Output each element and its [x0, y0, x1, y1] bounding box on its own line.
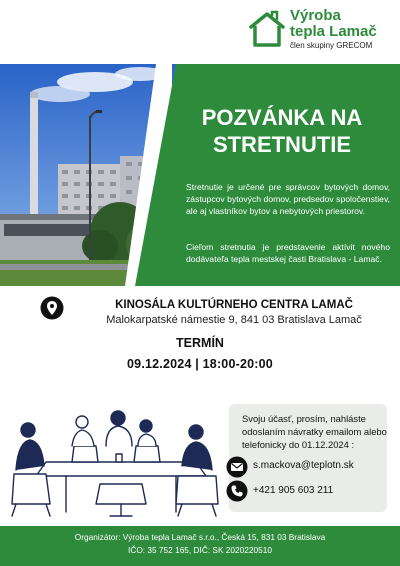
logo-subtitle: člen skupiny GRECOM	[290, 41, 373, 50]
venue-address: Malokarpatské námestie 9, 841 03 Bratislava Lamač	[106, 314, 362, 326]
phone-icon	[226, 480, 248, 502]
logo-line-2: tepla Lamač	[290, 23, 377, 40]
termin-value: 09.12.2024 | 18:00-20:00	[127, 357, 273, 371]
hero-paragraph-2: Cieľom stretnutia je predstavenie aktívit nového dodávateľa tepla mestskej časti Bratislava - Lamač.	[186, 242, 390, 265]
company-logo	[248, 8, 393, 50]
logo-line-1: Výroba	[290, 7, 341, 24]
location-pin-icon	[40, 296, 64, 320]
footer-ids: IČO: 35 752 165, DIČ: SK 2020220510	[128, 545, 272, 555]
meeting-illustration	[6, 400, 224, 520]
house-logo-icon	[248, 10, 286, 48]
hero-title-line-2: STRETNUTIE	[212, 132, 352, 157]
hero-paragraph-1: Stretnutie je určené pre správcov bytových domov, zástupcov bytových domov, predsedov spoločenstiev, ale aj vlastníkov bytov a nebytových priestorov.	[186, 182, 390, 217]
hero-title-line-1: POZVÁNKA NA	[201, 105, 363, 130]
email-icon	[226, 456, 248, 478]
contact-phone[interactable]: +421 905 603 211	[253, 485, 334, 496]
venue-name: KINOSÁLA KULTÚRNEHO CENTRA LAMAČ	[115, 299, 353, 311]
contact-instructions: Svoju účasť, prosím, nahláste odoslaním návratky emailom alebo telefonicky do 01.12.2024 :	[242, 413, 387, 450]
termin-label: TERMÍN	[176, 336, 224, 350]
footer-organizer: Organizátor: Výroba tepla Lamač s.r.o., Česká 15, 831 03 Bratislava	[74, 532, 326, 542]
contact-email[interactable]: s.mackova@teplotn.sk	[253, 460, 354, 471]
hero-title	[182, 104, 382, 158]
